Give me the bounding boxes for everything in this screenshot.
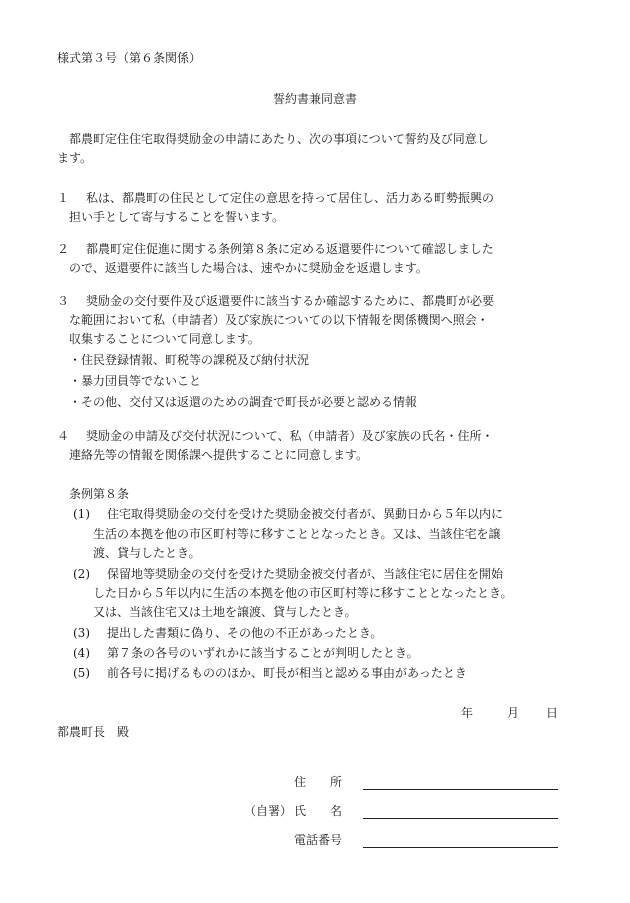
intro-line: ます。 [57,151,93,165]
clause-text: 又は、当該住宅又は土地を譲渡、貸与したとき。 [93,605,357,619]
clause-number: (2) [73,567,90,581]
bullet-item: ・住民登録情報、町税等の課税及び納付状況 [69,353,310,367]
item-number: ３ [57,294,70,308]
document-title: 誓約書兼同意書 [272,92,357,106]
bullet-item: ・その他、交付又は返還のための調査で町長が必要と認める情報 [69,395,418,409]
item-text: 奨励金の交付要件及び返還要件に該当するか確認するために、都農町が必要 [86,294,495,308]
item-text: 奨励金の申請及び交付状況について、私（申請者）及び家族の氏名・住所・ [86,429,494,443]
ordinance-heading: 条例第８条 [69,487,130,501]
bullet-item: ・暴力団員等でないこと [69,374,202,388]
intro-line: 都農町定住住宅取得奨励金の申請にあたり、次の事項について誓約及び同意し [69,132,489,146]
clause-number: (5) [73,666,90,680]
date-day: 日 [546,706,559,720]
phone-field[interactable] [363,847,558,848]
clause-number: (3) [73,626,90,640]
addressee: 都農町長 殿 [57,725,130,739]
item-text: 連絡先等の情報を関係課へ提供することに同意します。 [69,448,369,462]
item-text: ので、返還要件に該当した場合は、速やかに奨励金を返還します。 [69,261,428,275]
date-month: 月 [507,706,520,720]
name-field[interactable] [363,818,558,819]
address-label: 住 所 [294,775,343,789]
item-number: １ [57,191,70,205]
clause-number: (1) [73,507,90,521]
item-text: な範囲において私（申請者）及び家族についての以下情報を関係機関へ照会・ [69,313,489,327]
form-number: 様式第３号（第６条関係） [57,51,202,65]
item-text: 担い手として寄与することを誓います。 [69,210,285,224]
clause-text: 渡、貸与したとき。 [93,546,201,560]
name-label: 氏 名 [294,804,343,818]
item-number: ２ [57,242,70,256]
clause-text: 前各号に掲げるもののほか、町長が相当と認める事由があったとき [107,666,467,680]
clause-text: 生活の本拠を他の市区町村等に移すこととなったとき。又は、当該住宅を譲 [93,527,501,541]
clause-text: 保留地等奨励金の交付を受けた奨励金被交付者が、当該住宅に居住を開始 [107,567,504,581]
phone-label: 電話番号 [294,833,343,847]
clause-number: (4) [73,646,90,660]
date-year: 年 [461,706,474,720]
jisho-label: （自署） [244,804,293,818]
item-number: ４ [57,429,70,443]
item-text: 都農町定住促進に関する条例第８条に定める返還要件について確認しました [86,242,494,256]
clause-text: 住宅取得奨励金の交付を受けた奨励金被交付者が、異動日から５年以内に [107,507,504,521]
clause-text: 第７条の各号のいずれかに該当することが判明したとき。 [107,646,419,660]
clause-text: 提出した書類に偽り、その他の不正があったとき。 [107,626,383,640]
item-text: 私は、都農町の住民として定住の意思を持って居住し、活力ある町勢振興の [86,191,495,205]
item-text: 収集することについて同意します。 [69,332,260,346]
clause-text: した日から５年以内に生活の本拠を他の市区町村等に移すこととなったとき。 [93,586,513,600]
address-field[interactable] [363,789,558,790]
